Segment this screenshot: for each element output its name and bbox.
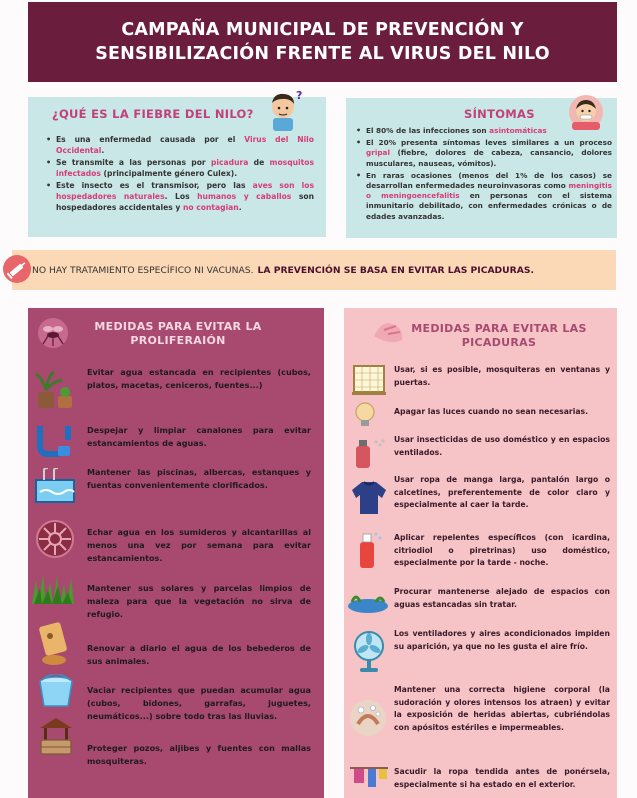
proliferacion-item-7: Vaciar recipientes que puedan acumular agua (cubos, bidones, garrafas, juguetes, neumáticos...) sobre todo tras las lluvias. (87, 685, 311, 721)
fiebre-bullets (44, 135, 314, 215)
hygiene-icon (348, 698, 388, 738)
flower-pot-icon (32, 368, 76, 414)
header-title-line-1: CAMPAÑA MUNICIPAL DE PREVENCIÓN Y (121, 20, 524, 40)
proliferacion-item-3: Mantener las piscinas, albercas, estanques y fuentas convenientemente clorificados. (87, 467, 311, 490)
drain-grate-icon (34, 518, 76, 560)
window-net-icon (350, 364, 388, 396)
sintomas-info-box (346, 98, 617, 238)
fiebre-title: ¿QUÉ ES LA FIEBRE DEL NILO? (52, 107, 254, 121)
proliferacion-item-5: Mantener sus solares y parcelas limpios de maleza para que la vegetación no sirva de refugio. (87, 583, 311, 619)
proliferacion-item-6: Renovar a diario el agua de los bebederos de sus animales. (87, 643, 311, 666)
banner-text-part-1: NO HAY TRATAMIENTO ESPECÍFICO NI VACUNAS. (32, 264, 254, 276)
picaduras-item-5: Aplicar repelentes específicos (con icardina, citriodiol o piretrinas) uso doméstico, especialmente por la tarde - noche. (394, 533, 610, 568)
picaduras-item-7: Los ventiladores y aires acondicionados impiden su aparición, ya que no les gusta el aire frío. (394, 629, 610, 651)
sintomas-bullet-3: • En raras ocasiones (menos del 1% de los casos) se desarrollan enfermedades neuroinvasoras como meningitis o meningoencefalitis en personas con el sistema inmunitario debilitado, con enfermedades crónicas o de edades avanzadas. (354, 171, 612, 222)
header-title-line-2: SENSIBILIZACIÓN FRENTE AL VIRUS DEL NILO (95, 44, 550, 64)
picaduras-item-1: Usar, si es posible, mosquiteras en ventanas y puertas. (394, 365, 610, 387)
picaduras-column (344, 308, 617, 798)
picaduras-item-6: Procurar mantenerse alejado de espacios con aguas estancadas sin tratar. (394, 587, 610, 609)
proliferacion-title: MEDIDAS PARA EVITAR LA PROLIFERAIÓN (94, 320, 262, 347)
fiebre-bullet-2: • Se transmite a las personas por picadura de mosquitos infectados (principalmente género Culex). (44, 158, 314, 179)
fiebre-info-box (28, 89, 326, 237)
picaduras-item-4: Usar ropa de manga larga, pantalón largo o calcetines, preferentemente de color claro y especialmente al caer la tarde. (394, 475, 610, 510)
well-icon (36, 716, 76, 756)
gutter-icon (34, 420, 74, 460)
svg-text:?: ? (296, 89, 303, 102)
fiebre-bullet-1: • Es una enfermedad causada por el Virus del Nilo Occidental. (44, 135, 314, 156)
sintomas-bullet-2: • El 20% presenta síntomas leves similares a un proceso gripal (fiebre, dolores de cabeza, cansancio, dolores musculares, nauseas, vómitos). (354, 138, 612, 169)
sintomas-bullets (354, 126, 612, 224)
picaduras-item-8: Mantener una correcta higiene corporal (la sudoración y olores intensos los atraen) y evitar la exposición de heridas abiertas, cubriéndolas con apósitos estériles e impermeables. (394, 685, 610, 732)
insecticide-spray-icon (350, 436, 388, 470)
pool-icon (32, 468, 78, 506)
fiebre-bullet-3: • Este insecto es el transmisor, pero las aves son los hospedadores naturales. Los humanos y caballos son hospedadores accidentales y no contagian. (44, 181, 314, 213)
repellent-spray-icon (352, 530, 384, 570)
picaduras-item-9: Sacudir la ropa tendida antes de ponérsela, especialmente si ha estado en el exterior. (394, 767, 610, 789)
picaduras-title: MEDIDAS PARA EVITAR LAS PICADURAS (411, 322, 587, 349)
sintomas-bullet-1: • El 80% de las infecciones son asintomáticas (354, 126, 612, 136)
fan-icon (350, 630, 388, 674)
pond-icon (346, 590, 390, 616)
proliferacion-item-2: Despejar y limpiar canalones para evitar estancamientos de aguas. (87, 425, 311, 448)
banner-text-part-2: LA PREVENCIÓN SE BASA EN EVITAR LAS PICADURAS. (257, 264, 534, 276)
grass-icon (30, 570, 78, 604)
sweater-icon (350, 480, 388, 516)
poster-header (28, 2, 617, 82)
sintomas-title: SÍNTOMAS (464, 107, 535, 121)
picaduras-item-2: Apagar las luces cuando no sean necesarias. (394, 407, 589, 416)
prevention-banner (12, 250, 616, 290)
light-bulb-icon (350, 400, 380, 430)
picaduras-item-3: Usar insecticidas de uso doméstico y en espacios ventilados. (394, 435, 610, 457)
bucket-icon (36, 674, 76, 710)
thinking-boy-icon (260, 87, 306, 133)
proliferacion-item-1: Evitar agua estancada en recipientes (cubos, platos, macetas, ceniceros, fuentes...) (87, 367, 311, 390)
syringe-icon (2, 254, 32, 284)
proliferacion-item-4: Echar agua en los sumideros y alcantarillas al menos una vez por semana para evitar estancamientos. (87, 527, 311, 563)
water-bowl-icon (38, 622, 70, 666)
proliferacion-column (28, 308, 324, 798)
mosquito-icon (36, 316, 70, 350)
proliferacion-item-8: Proteger pozos, aljibes y fuentes con mallas mosquiteras. (87, 743, 311, 766)
clothesline-icon (348, 764, 390, 794)
